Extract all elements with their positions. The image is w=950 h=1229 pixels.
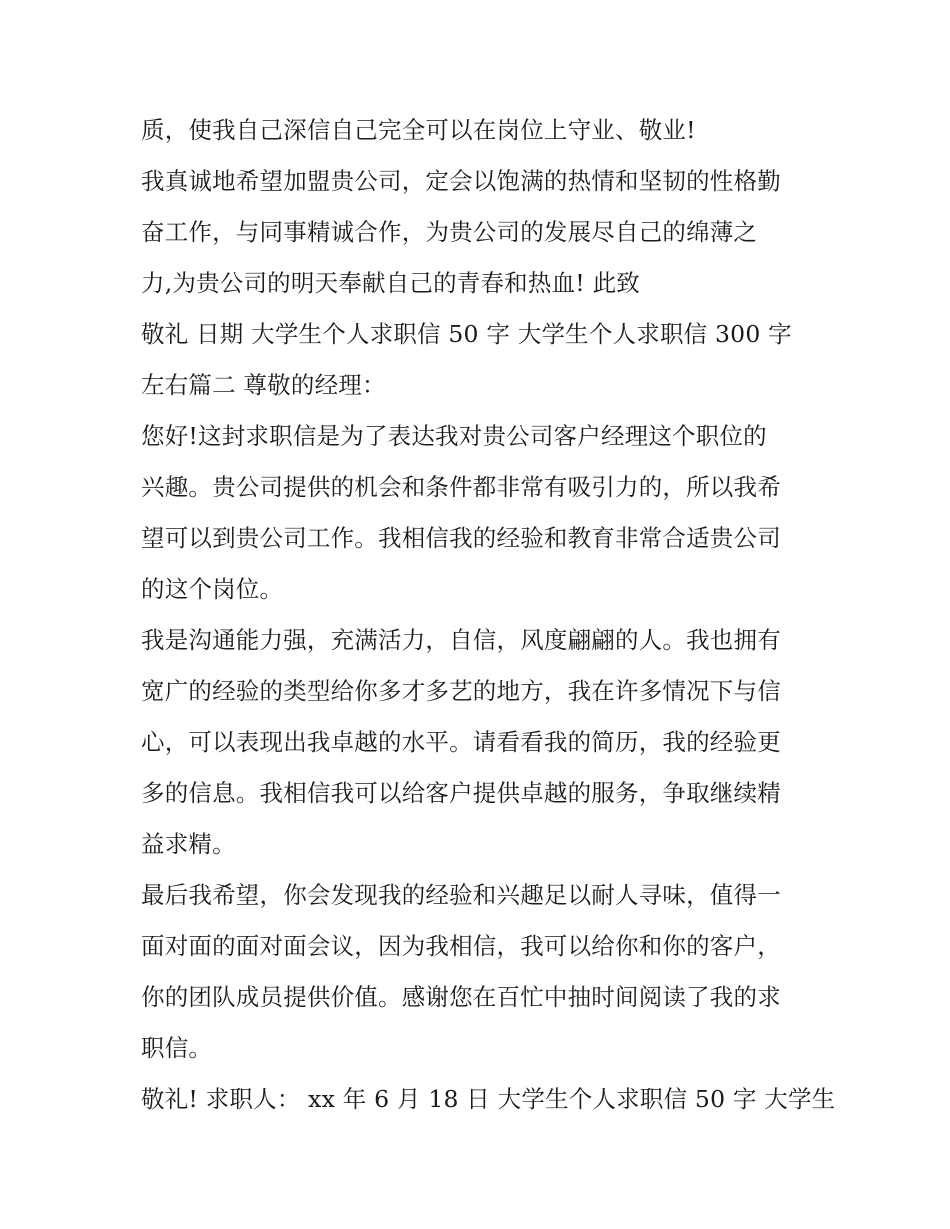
- text-line: 质，使我自己深信自己完全可以在岗位上守业、敬业!: [141, 116, 696, 144]
- text-line: 兴趣。贵公司提供的机会和条件都非常有吸引力的，所以我希: [141, 473, 781, 501]
- text-line: 益求精。: [141, 830, 236, 858]
- text-line: 职信。: [141, 1034, 213, 1062]
- text-line: 敬礼 日期 大学生个人求职信 50 字 大学生个人求职信 300 字: [141, 320, 792, 348]
- text-line: 你的团队成员提供价值。感谢您在百忙中抽时间阅读了我的求: [141, 983, 781, 1011]
- text-line: 敬礼! 求职人： xx 年 6 月 18 日 大学生个人求职信 50 字 大学生: [141, 1085, 836, 1113]
- text-line: 我真诚地希望加盟贵公司，定会以饱满的热情和坚韧的性格勤: [141, 167, 781, 195]
- text-line: 宽广的经验的类型给你多才多艺的地方，我在许多情况下与信: [141, 677, 781, 705]
- text-line: 左右篇二 尊敬的经理：: [141, 371, 386, 399]
- text-line: 多的信息。我相信我可以给客户提供卓越的服务，争取继续精: [141, 779, 781, 807]
- text-line: 心，可以表现出我卓越的水平。请看看我的简历，我的经验更: [141, 728, 781, 756]
- text-line: 力,为贵公司的明天奉献自己的青春和热血! 此致: [141, 269, 640, 297]
- text-line: 我是沟通能力强，充满活力，自信，风度翩翩的人。我也拥有: [141, 626, 781, 654]
- text-line: 您好!这封求职信是为了表达我对贵公司客户经理这个职位的: [141, 422, 767, 450]
- text-line: 奋工作，与同事精诚合作，为贵公司的发展尽自己的绵薄之: [141, 218, 758, 246]
- text-line: 望可以到贵公司工作。我相信我的经验和教育非常合适贵公司: [141, 524, 781, 552]
- text-line: 面对面的面对面会议，因为我相信，我可以给你和你的客户，: [141, 932, 781, 960]
- text-line: 最后我希望，你会发现我的经验和兴趣足以耐人寻味，值得一: [141, 881, 781, 909]
- text-line: 的这个岗位。: [141, 575, 284, 603]
